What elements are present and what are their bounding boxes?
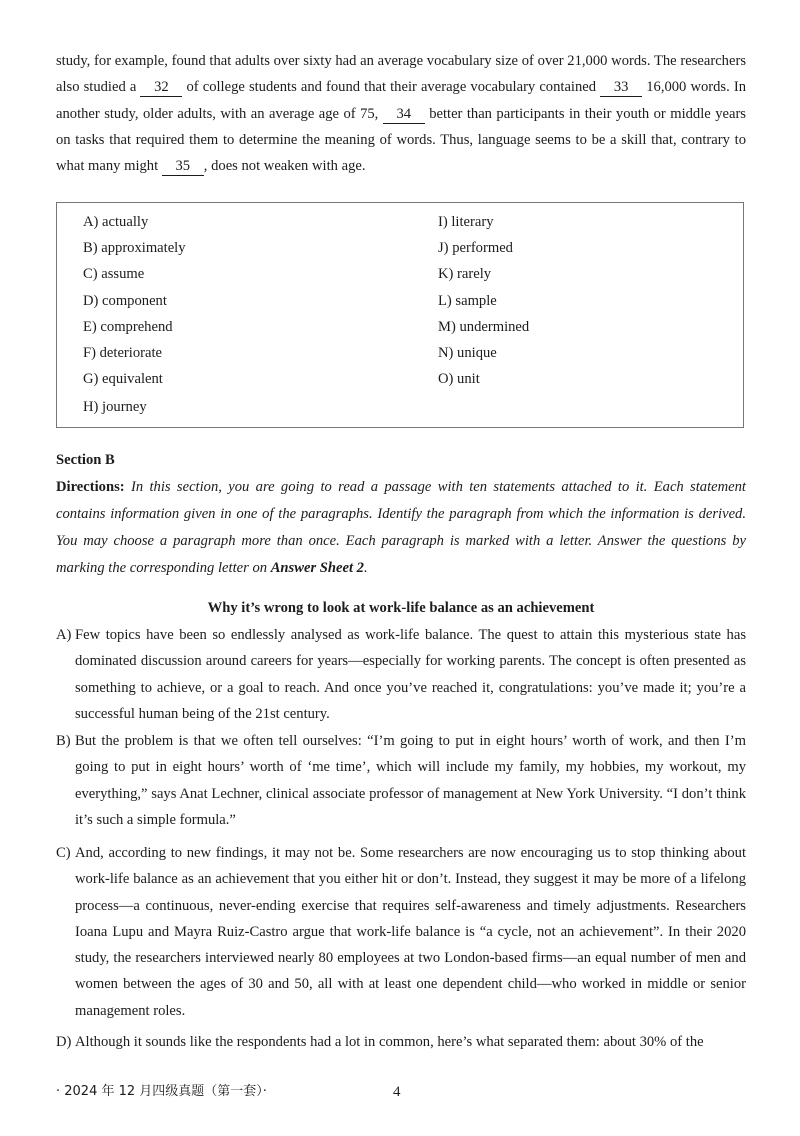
cloze-passage-ending — [56, 48, 746, 179]
word-bank-left-column — [83, 209, 186, 421]
passage-title: Why it’s wrong to look at work-life balance as an achievement — [207, 600, 595, 616]
word-bank-right-column — [438, 209, 529, 392]
word-option-d: D) component — [83, 292, 167, 309]
answer-sheet-ref: Answer Sheet 2 — [270, 560, 364, 576]
word-option-m: M) undermined — [438, 318, 530, 335]
word-option-j: J) performed — [438, 240, 513, 257]
word-option-n: N) unique — [438, 345, 497, 362]
paragraph-label: C) — [56, 845, 71, 861]
word-option-k: K) rarely — [438, 266, 492, 283]
word-option-i: I) literary — [438, 214, 494, 230]
passage-text: 16,000 words. In another study, older adults, with an average age of 75, — [56, 79, 747, 122]
word-option-g: G) equivalent — [83, 371, 163, 388]
blank-33: 33 — [600, 79, 642, 97]
paragraph-text: Few topics have been so endlessly analysed as work-life balance. The quest to attain this mysterious state has dominated discussion around careers for years—especially for working parents. The concept is often presented as something to achieve, or a goal to reach. And once you’ve reached it, congratulations: you’ve made it; you’re a successful human being of the 21st century. — [75, 627, 746, 722]
word-option-l: L) sample — [438, 292, 497, 309]
paragraph-text: And, according to new findings, it may not be. Some researchers are now encouraging us to stop thinking about work-life balance as an achievement that you either hit or don’t. Instead, they suggest it may be more of a lifelong process—a continuous, never-ending exercise that requires self-awareness and timely adjustments. Researchers Ioana Lupu and Mayra Ruiz-Castro argue that work-life balance is “a cycle, not an achievement”. In their 2020 study, the researchers interviewed nearly 80 employees at two London-based firms—an equal number of men and women between the ages of 30 and 50, all with at least one dependent child—who worked in middle or senior management roles. — [75, 845, 746, 1019]
word-option-b: B) approximately — [83, 240, 186, 257]
directions-label: Directions: — [56, 479, 125, 495]
word-option-o: O) unit — [438, 371, 480, 388]
blank-32: 32 — [140, 79, 182, 97]
blank-35: 35 — [162, 158, 204, 176]
passage-text: of college students and found that their average vocabulary contained — [182, 79, 601, 96]
blank-34: 34 — [383, 106, 425, 124]
word-bank-box — [56, 202, 744, 428]
word-option-c: C) assume — [83, 266, 145, 283]
word-option-e: E) comprehend — [83, 318, 173, 335]
paragraph-c — [56, 840, 746, 1024]
paragraph-label: D) — [56, 1034, 72, 1050]
section-b-heading: Section B — [56, 452, 115, 468]
passage-text: better than participants in their youth or middle years on tasks that required them to determine the meaning of words. Thus, language seems to be a skill that, contrary to what many might — [56, 105, 746, 175]
paragraph-label: B) — [56, 733, 71, 749]
paragraph-text: Although it sounds like the respondents had a lot in common, here’s what separated them: about 30% of the — [75, 1034, 704, 1050]
word-option-f: F) deteriorate — [83, 345, 163, 362]
paragraph-a — [56, 622, 746, 727]
page-number: 4 — [393, 1084, 401, 1100]
section-b-directions — [56, 474, 746, 582]
paragraph-label: A) — [56, 627, 72, 643]
paragraph-text: But the problem is that we often tell ourselves: “I’m going to put in eight hours’ worth of work, and then I’m going to put in eight hours’ worth of ‘me time’, which will include my family, my hobbies, my workout, my everything,” says Anat Lechner, clinical associate professor of management at New York University. “I don’t think it’s such a simple formula.” — [75, 733, 746, 828]
directions-text: In this section, you are going to read a passage with ten statements attached to it. Each statement contains information given in one of the paragraphs. Identify the paragraph from which the information is derived. You may choose a paragraph more than once. Each paragraph is marked with a letter. Answer the questions by marking the corresponding letter on — [56, 479, 746, 576]
exam-footer-title: · 2024 年 12 月四级真题（第一套）· — [56, 1084, 267, 1099]
passage-text: study, for example, found that adults over sixty had an average vocabulary size of over 21,000 words. The researchers also studied a — [56, 53, 746, 96]
directions-end: . — [363, 560, 368, 576]
word-option-a: A) actually — [83, 214, 149, 230]
paragraph-d — [56, 1029, 746, 1055]
paragraph-b — [56, 728, 746, 833]
word-option-h: H) journey — [83, 399, 147, 416]
passage-text: , does not weaken with age. — [203, 158, 366, 175]
